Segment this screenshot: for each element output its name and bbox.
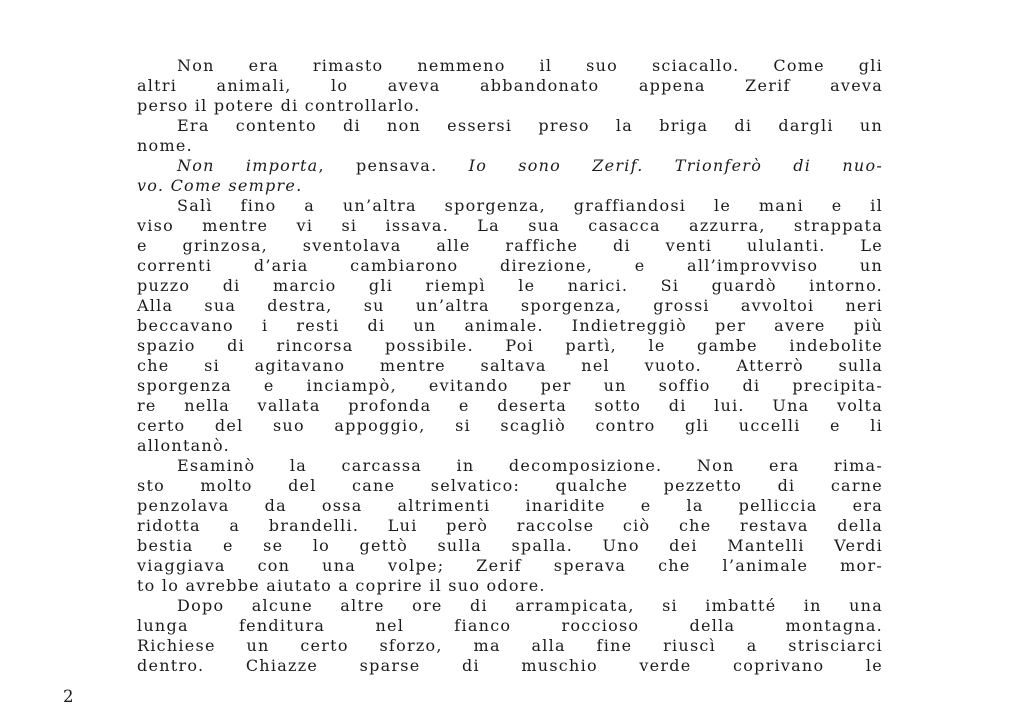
text-segment: nome. <box>137 136 193 155</box>
text-segment: Richiese un certo sforzo, ma alla fine riuscì a strisciarci <box>137 636 883 655</box>
text-segment: , pensava. <box>318 156 469 175</box>
text-segment: perso il potere di controllarlo. <box>137 96 421 115</box>
text-line <box>137 236 883 256</box>
text-line <box>137 56 883 76</box>
italic-text-segment: Non importa <box>177 156 319 175</box>
text-segment: ridotta a brandelli. Lui però raccolse ciò che restava della <box>137 516 883 535</box>
page-number: 2 <box>63 687 74 706</box>
text-line <box>137 276 883 296</box>
text-segment: Salì fino a un’altra sporgenza, graffiandosi le mani e il <box>177 196 883 215</box>
text-line <box>137 156 883 176</box>
text-segment: sto molto del cane selvatico: qualche pezzetto di carne <box>137 476 883 495</box>
text-line <box>137 656 883 676</box>
text-line <box>137 476 883 496</box>
text-line <box>137 116 883 136</box>
text-segment: bestia e se lo gettò sulla spalla. Uno dei Mantelli Verdi <box>137 536 883 555</box>
text-segment: che si agitavano mentre saltava nel vuoto. Atterrò sulla <box>137 356 883 375</box>
text-segment: allontanò. <box>137 436 230 455</box>
text-segment: Era contento di non essersi preso la briga di dargli un <box>177 116 883 135</box>
text-line <box>137 636 883 656</box>
text-line <box>137 316 883 336</box>
text-segment: Esaminò la carcassa in decomposizione. Non era rima- <box>177 456 883 475</box>
text-segment: lunga fenditura nel fianco roccioso della montagna. <box>137 616 883 635</box>
text-segment: Non era rimasto nemmeno il suo sciacallo. Come gli <box>177 56 883 75</box>
text-line <box>137 376 883 396</box>
text-line <box>137 216 883 236</box>
italic-text-segment: vo. Come sempre. <box>137 176 303 195</box>
text-segment: Dopo alcune altre ore di arrampicata, si imbatté in una <box>177 596 883 615</box>
text-line <box>137 356 883 376</box>
text-line <box>137 536 883 556</box>
text-line <box>137 76 883 96</box>
text-segment: Alla sua destra, su un’altra sporgenza, grossi avvoltoi neri <box>137 296 883 315</box>
text-line <box>137 556 883 576</box>
text-line <box>137 256 883 276</box>
text-segment: sporgenza e inciampò, evitando per un soffio di precipita- <box>137 376 883 395</box>
text-segment: penzolava da ossa altrimenti inaridite e la pelliccia era <box>137 496 883 515</box>
text-line <box>137 336 883 356</box>
text-line <box>137 196 883 216</box>
text-line <box>137 616 883 636</box>
text-segment: puzzo di marcio gli riempì le narici. Si guardò intorno. <box>137 276 883 295</box>
text-segment: certo del suo appoggio, si scagliò contro gli uccelli e li <box>137 416 883 435</box>
text-line <box>137 456 883 476</box>
text-line <box>137 596 883 616</box>
italic-text-segment: Io sono Zerif. Trionferò di nuo- <box>468 156 883 175</box>
text-segment: e grinzosa, sventolava alle raffiche di venti ululanti. Le <box>137 236 883 255</box>
text-segment: viaggiava con una volpe; Zerif sperava che l’animale mor- <box>137 556 883 575</box>
text-line <box>137 436 883 456</box>
text-line <box>137 176 883 196</box>
text-line <box>137 396 883 416</box>
text-segment: spazio di rincorsa possibile. Poi partì, le gambe indebolite <box>137 336 883 355</box>
text-segment: re nella vallata profonda e deserta sotto di lui. Una volta <box>137 396 883 415</box>
page-text <box>137 56 883 676</box>
text-line <box>137 416 883 436</box>
text-line <box>137 516 883 536</box>
text-segment: to lo avrebbe aiutato a coprire il suo odore. <box>137 576 546 595</box>
text-segment: viso mentre vi si issava. La sua casacca azzurra, strappata <box>137 216 883 235</box>
text-segment: beccavano i resti di un animale. Indietreggiò per avere più <box>137 316 883 335</box>
text-segment: correnti d’aria cambiarono direzione, e all’improvviso un <box>137 256 883 275</box>
text-segment: dentro. Chiazze sparse di muschio verde coprivano le <box>137 656 883 675</box>
text-line <box>137 296 883 316</box>
text-line <box>137 136 883 156</box>
text-line <box>137 576 883 596</box>
text-line <box>137 96 883 116</box>
text-line <box>137 496 883 516</box>
text-segment: altri animali, lo aveva abbandonato appena Zerif aveva <box>137 76 883 95</box>
